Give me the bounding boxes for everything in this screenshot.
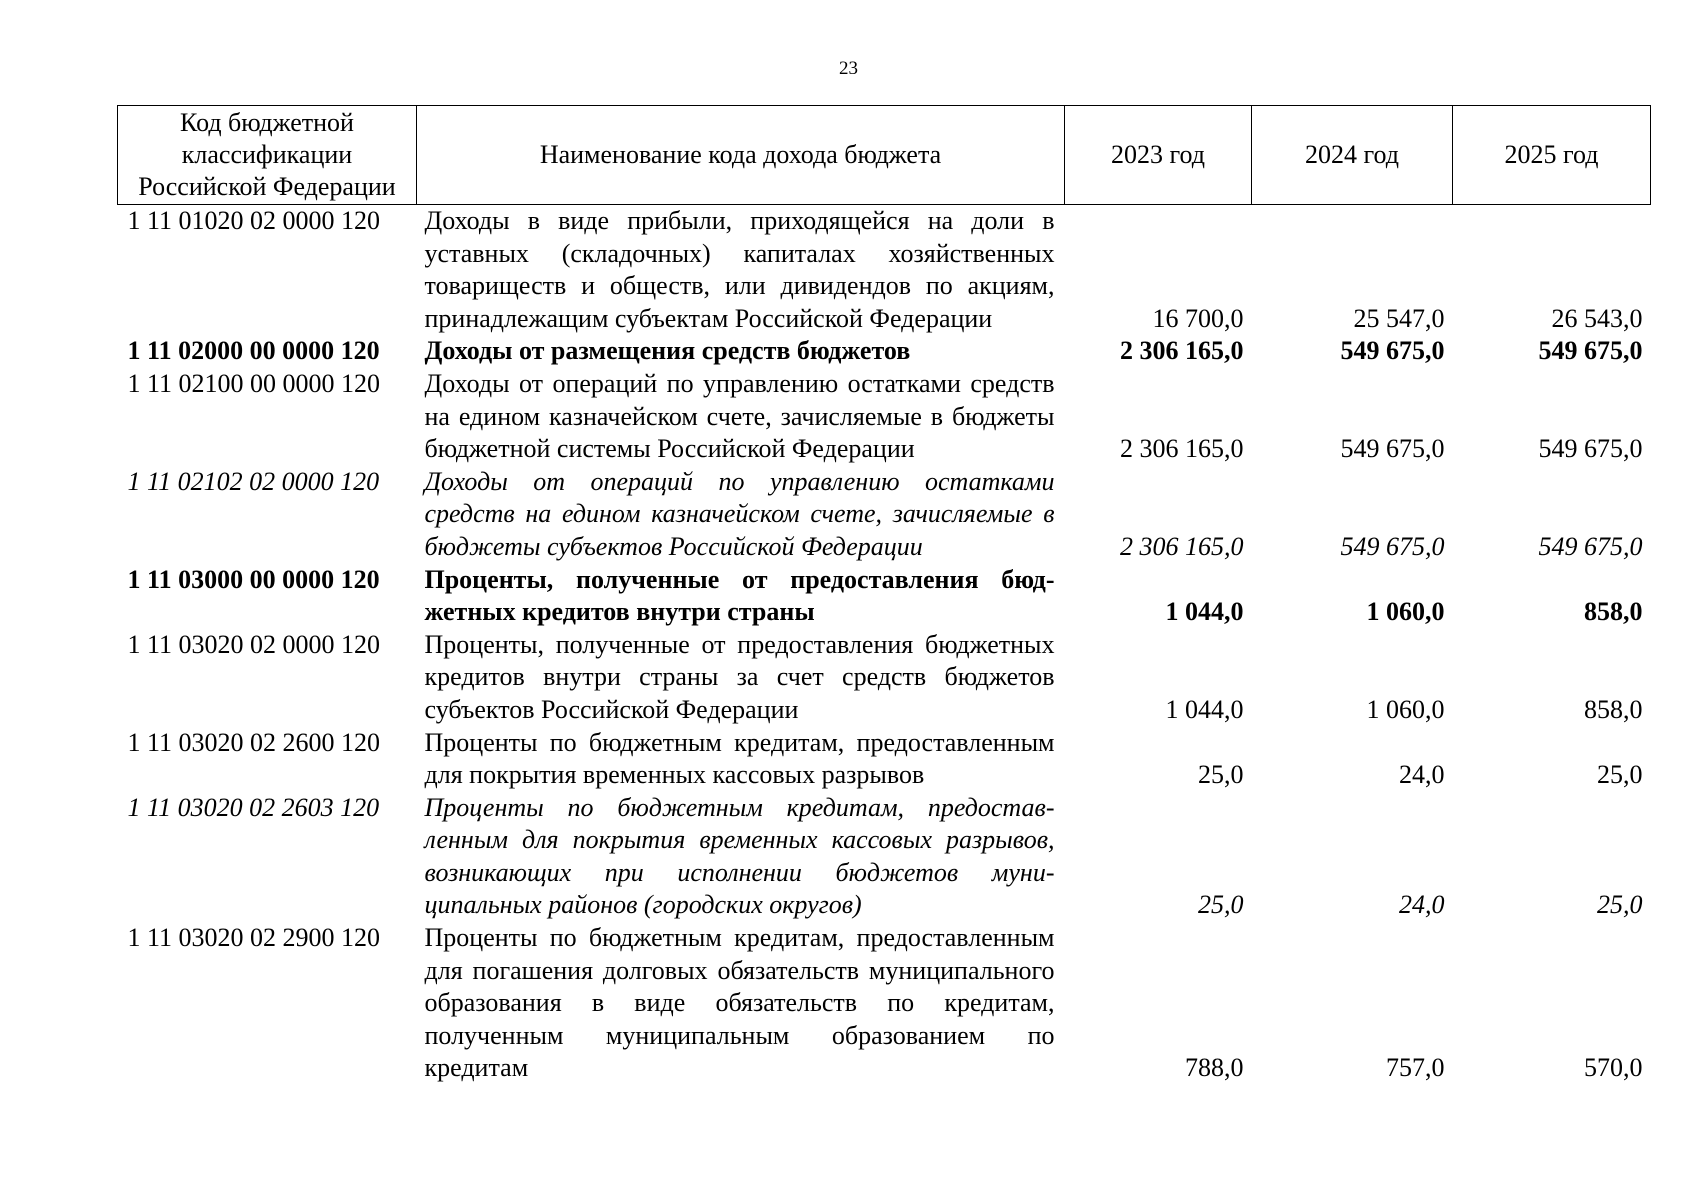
row-value-2023: 1 044,0 bbox=[1165, 694, 1244, 724]
row-name: Доходы от размещения средств бюджетов bbox=[424, 336, 911, 366]
row-name: Проценты по бюджетным кредитам, предоставленным для покрытия временных кассовых разрывов bbox=[424, 727, 1055, 790]
row-name: Проценты по бюджетным кредитам, предоставленным для погашения долговых обязательств муниципального образования в виде обязательств по кредитам, полученным муниципальным образованием по кредитам bbox=[424, 923, 1055, 1083]
row-name: Доходы в виде прибыли, приходящейся на доли в уставных (складочных) капиталах хозяйственных товариществ и обществ, или дивидендов по акциям, принадлежащим субъектам Российской Федерации bbox=[424, 206, 1055, 333]
row-value-2024: 549 675,0 bbox=[1340, 531, 1445, 561]
table-row bbox=[118, 792, 1651, 922]
row-value-2025: 858,0 bbox=[1584, 694, 1643, 724]
row-name: Доходы от операций по управлению остатками средств на едином казначейском счете, зачисляемые в бюджеты бюджетной системы Российской Федерации bbox=[424, 368, 1055, 464]
row-code: 1 11 01020 02 0000 120 bbox=[127, 206, 381, 235]
row-value-2023: 25,0 bbox=[1198, 760, 1244, 790]
row-value-2025: 26 543,0 bbox=[1551, 303, 1643, 333]
row-code: 1 11 03020 02 2600 120 bbox=[127, 727, 381, 757]
header-name: Наименование кода дохода бюджета bbox=[417, 106, 1065, 205]
row-value-2025: 25,0 bbox=[1597, 760, 1643, 790]
row-code: 1 11 03020 02 0000 120 bbox=[127, 629, 381, 659]
row-value-2023: 2 306 165,0 bbox=[1120, 434, 1244, 464]
row-code: 1 11 02000 00 0000 120 bbox=[127, 336, 380, 366]
row-name: Проценты, полученные от предоставления бюджетных кредитов внутри страны bbox=[424, 564, 1055, 627]
row-name: Проценты, полученные от предоставления бюджетных кредитов внутри страны за счет средств бюджетов субъектов Российской Федерации bbox=[424, 629, 1055, 724]
row-name: Проценты по бюджетным кредитам, предоставленным для покрытия временных кассовых разрывов, возникающих при исполнении бюджетов муниципальных районов (городских округов) bbox=[424, 792, 1055, 920]
row-value-2024: 24,0 bbox=[1399, 890, 1445, 920]
row-value-2024: 24,0 bbox=[1399, 760, 1445, 790]
header-code: Код бюджетной классификации Российской Федерации bbox=[118, 106, 417, 205]
table-row bbox=[118, 335, 1651, 368]
table-header bbox=[118, 106, 1651, 205]
header-year-2024: 2024 год bbox=[1252, 106, 1453, 205]
row-value-2025: 549 675,0 bbox=[1538, 336, 1643, 366]
row-value-2023: 2 306 165,0 bbox=[1120, 531, 1244, 561]
row-code: 1 11 03020 02 2900 120 bbox=[127, 923, 381, 953]
table-row bbox=[118, 368, 1651, 466]
header-year-2025: 2025 год bbox=[1453, 106, 1651, 205]
row-value-2025: 549 675,0 bbox=[1538, 434, 1643, 464]
row-code: 1 11 02102 02 0000 120 bbox=[127, 466, 380, 496]
row-value-2023: 788,0 bbox=[1185, 1053, 1244, 1083]
header-year-2023: 2023 год bbox=[1065, 106, 1252, 205]
row-value-2023: 2 306 165,0 bbox=[1120, 336, 1244, 366]
row-name: Доходы от операций по управлению остатками средств на едином казначейском счете, зачисляемые в бюджеты субъектов Российской Федерации bbox=[424, 466, 1055, 561]
table-row bbox=[118, 727, 1651, 792]
row-value-2025: 25,0 bbox=[1597, 890, 1643, 920]
table-row bbox=[118, 466, 1651, 564]
row-value-2023: 16 700,0 bbox=[1152, 303, 1244, 333]
header-row bbox=[118, 106, 1651, 205]
table-row bbox=[118, 629, 1651, 727]
row-value-2023: 25,0 bbox=[1198, 890, 1244, 920]
row-code: 1 11 03000 00 0000 120 bbox=[127, 564, 380, 594]
page-number: 23 bbox=[839, 58, 858, 79]
row-code: 1 11 03020 02 2603 120 bbox=[127, 792, 380, 822]
table-row bbox=[118, 205, 1651, 336]
table-body bbox=[118, 205, 1651, 1086]
row-value-2025: 570,0 bbox=[1584, 1053, 1643, 1083]
row-value-2024: 1 060,0 bbox=[1366, 694, 1445, 724]
table-row bbox=[118, 564, 1651, 629]
row-value-2023: 1 044,0 bbox=[1165, 597, 1244, 627]
row-value-2024: 549 675,0 bbox=[1340, 434, 1445, 464]
row-value-2025: 858,0 bbox=[1584, 597, 1643, 627]
table-row bbox=[118, 922, 1651, 1085]
row-value-2025: 549 675,0 bbox=[1538, 531, 1643, 561]
row-value-2024: 549 675,0 bbox=[1340, 336, 1445, 366]
row-value-2024: 25 547,0 bbox=[1353, 303, 1445, 333]
row-value-2024: 1 060,0 bbox=[1366, 597, 1445, 627]
budget-revenue-table bbox=[117, 105, 1651, 1085]
row-code: 1 11 02100 00 0000 120 bbox=[127, 368, 381, 398]
row-value-2024: 757,0 bbox=[1386, 1053, 1445, 1083]
